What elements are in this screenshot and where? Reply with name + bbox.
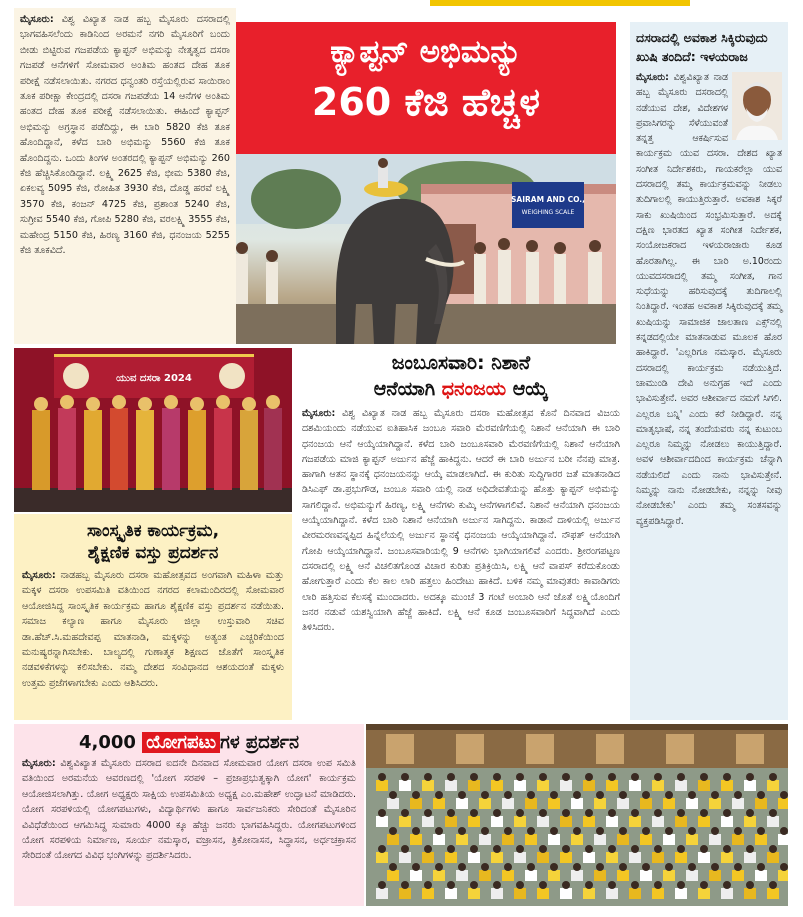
yoga-participant-body: [709, 798, 721, 809]
yoga-participant-body: [525, 798, 537, 809]
yoga-participant-head: [389, 791, 397, 799]
yoga-participant-head: [642, 827, 650, 835]
yoga-participant-body: [376, 780, 388, 791]
yoga-participant-head: [631, 881, 639, 889]
yoga-participant-head: [677, 845, 685, 853]
yoga-participant-head: [378, 845, 386, 853]
yoga-participant-body: [721, 780, 733, 791]
yoga-participant-body: [617, 870, 629, 881]
yoga-participant-body: [571, 798, 583, 809]
yoga-participant-head: [573, 863, 581, 871]
yoga-participant-body: [410, 798, 422, 809]
yoga-participant-head: [665, 827, 673, 835]
yoga-participant-head: [654, 773, 662, 781]
yoga-participant-body: [594, 834, 606, 845]
yoga-participant-head: [435, 791, 443, 799]
yoga-participant-body: [525, 870, 537, 881]
yoga-participant-head: [493, 809, 501, 817]
yoga-participant-head: [700, 881, 708, 889]
yoga-participant-head: [435, 863, 443, 871]
yoga-participant-body: [537, 816, 549, 827]
yoga-participant-head: [642, 791, 650, 799]
yoga-participant-head: [527, 827, 535, 835]
yoga-participant-head: [723, 773, 731, 781]
yoga-participant-head: [562, 881, 570, 889]
yoga-participant-body: [548, 834, 560, 845]
yoga-participant-head: [596, 827, 604, 835]
yoga-participant-body: [537, 852, 549, 863]
yoga-participant-body: [652, 780, 664, 791]
yoga-participant-body: [698, 852, 710, 863]
yoga-participant-head: [780, 827, 788, 835]
yoga-participant-body: [571, 870, 583, 881]
yoga-participant-body: [606, 852, 618, 863]
yoga-participant-body: [744, 780, 756, 791]
yoga-participant-head: [780, 863, 788, 871]
yoga-participant-head: [412, 863, 420, 871]
yoga-participant-body: [640, 870, 652, 881]
yoga-participant-head: [585, 773, 593, 781]
yoga-participant-head: [539, 773, 547, 781]
yoga-participant-body: [744, 888, 756, 899]
yoga-participant-head: [769, 809, 777, 817]
yoga-headline-highlight: ಯೋಗಪಟು: [142, 732, 220, 753]
yoga-participant-body: [537, 888, 549, 899]
yoga-participant-head: [550, 827, 558, 835]
yoga-lead: ಮೈಸೂರು:: [22, 758, 56, 769]
yoga-participant-body: [629, 852, 641, 863]
yoga-participant-body: [548, 798, 560, 809]
yoga-participant-body: [778, 870, 788, 881]
yoga-participant-body: [629, 780, 641, 791]
cultural-lead: ಮೈಸೂರು:: [22, 570, 56, 581]
yoga-participant-head: [746, 809, 754, 817]
yoga-participant-head: [458, 827, 466, 835]
yoga-participant-body: [514, 888, 526, 899]
yoga-participant-body: [709, 870, 721, 881]
yoga-participant-body: [514, 852, 526, 863]
yoga-participant-body: [445, 888, 457, 899]
yoga-participant-head: [470, 773, 478, 781]
yoga-participant-head: [493, 773, 501, 781]
yoga-participant-head: [746, 881, 754, 889]
yoga-participant-head: [447, 773, 455, 781]
yoga-participant-body: [767, 816, 779, 827]
yoga-participant-body: [456, 834, 468, 845]
jamboo-headline-pre: ಆನೆಯಾಗಿ: [373, 378, 442, 400]
yoga-participant-head: [516, 809, 524, 817]
yoga-headline-post: ಗಳ ಪ್ರದರ್ಶನ: [220, 732, 300, 753]
yoga-participant-body: [445, 816, 457, 827]
yoga-participant-body: [491, 780, 503, 791]
yoga-participant-body: [502, 798, 514, 809]
yoga-participant-head: [447, 809, 455, 817]
dance-photo: [14, 348, 292, 512]
yoga-participant-head: [746, 773, 754, 781]
yoga-participant-body: [640, 798, 652, 809]
cultural-headline-line1: ಸಾಂಸ್ಕೃತಿಕ ಕಾರ್ಯಕ್ರಮ,: [86, 521, 220, 541]
yoga-participant-head: [424, 809, 432, 817]
yoga-participant-body: [376, 852, 388, 863]
yoga-participant-body: [652, 816, 664, 827]
yoga-participant-body: [502, 834, 514, 845]
yoga-participant-head: [504, 827, 512, 835]
yoga-participant-body: [675, 816, 687, 827]
top-color-bar: [430, 0, 690, 6]
cultural-text: [22, 568, 284, 691]
yoga-participant-body: [732, 834, 744, 845]
yoga-participant-head: [608, 773, 616, 781]
yoga-participant-head: [665, 863, 673, 871]
yoga-participant-head: [550, 791, 558, 799]
yoga-participant-body: [422, 780, 434, 791]
yoga-participant-head: [723, 809, 731, 817]
yoga-participant-head: [757, 863, 765, 871]
yoga-participant-head: [527, 863, 535, 871]
yoga-participant-body: [686, 798, 698, 809]
yoga-participant-head: [711, 827, 719, 835]
yoga-participant-head: [596, 791, 604, 799]
jamboo-savari-article: [296, 348, 626, 720]
yoga-participant-head: [539, 845, 547, 853]
yoga-participant-head: [723, 845, 731, 853]
yoga-participant-body: [468, 888, 480, 899]
yoga-participant-body: [744, 852, 756, 863]
yoga-participant-head: [642, 863, 650, 871]
yoga-participant-head: [757, 827, 765, 835]
yoga-participant-head: [389, 827, 397, 835]
jamboo-headline-line2: [302, 376, 620, 402]
yoga-participant-body: [502, 870, 514, 881]
yoga-participant-head: [757, 791, 765, 799]
yoga-participant-body: [675, 852, 687, 863]
yoga-participant-head: [424, 845, 432, 853]
yoga-participant-body: [399, 816, 411, 827]
yoga-participant-body: [445, 780, 457, 791]
yoga-participant-body: [652, 888, 664, 899]
yoga-participant-body: [640, 834, 652, 845]
yoga-participant-body: [433, 798, 445, 809]
yoga-participant-body: [445, 852, 457, 863]
yoga-participant-head: [401, 881, 409, 889]
yoga-participant-body: [376, 816, 388, 827]
yoga-participant-body: [629, 816, 641, 827]
yoga-participant-body: [583, 780, 595, 791]
yoga-participant-head: [470, 809, 478, 817]
yoga-participant-head: [504, 863, 512, 871]
yoga-participant-head: [481, 863, 489, 871]
yoga-participant-body: [675, 888, 687, 899]
yoga-body: ವಿಶ್ವವಿಖ್ಯಾತ ಮೈಸೂರು ದಸರಾದ ಐದನೇ ದಿನವಾದ ಸೋಮವಾರ ಯೋಗ ದಸರಾ ಉಪ ಸಮಿತಿ ವತಿಯಿಂದ ಅರಮನೆಯ ಆವರಣದಲ್ಲಿ 'ಯೋಗ ಸರಪಳಿ – ಪ್ರಜಾಪ್ರಭುತ್ವಕ್ಕಾಗಿ ಯೋಗ' ಕಾರ್ಯಕ್ರಮ ಆಯೋಜಿಸಲಾಗಿತ್ತು. ಯೋಗ ಅಧ್ಯಕ್ಷರು ಸಾಕ್ಷಿಯ ಉಪಸಮಿತಿಯ ಅಧ್ಯಕ್ಷ ಎಂ.ಮಹೇಶ್ ಉದ್ಘಾಟನೆ ಮಾಡಿದರು. ಯೋಗ ಸರಪಳಿಯಲ್ಲಿ ಯೋಗಪಟುಗಳು, ವಿದ್ಯಾರ್ಥಿಗಳು ಹಾಗೂ ಸಾರ್ವಜನಿಕರು ಸೇರಿದಂತೆ ಮೈಸೂರಿನ ವಿವಿಧೆಡೆಯಿಂದ ಆಗಮಿಸಿದ್ದ ಸುಮಾರು 4000 ಕ್ಕೂ ಹೆಚ್ಚು ಜನರು ಭಾಗವಹಿಸಿದ್ದರು. ಯೋಗಪಟುಗಳಿಂದ ಯೋಗ ಸರಪಳಿಯ ನಿರ್ಮಾಣ, ಸೂರ್ಯ ನಮಸ್ಕಾರ, ವಜ್ರಾಸನ, ತ್ರಿಕೋನಾಸನ, ಸಿದ್ಧಾಸನ, ಅರ್ಧಚಕ್ರಾಸನ ಸೇರಿದಂತೆ ಯೋಗದ ವಿವಿಧ ಭಂಗಿಗಳನ್ನು ಪ್ರದರ್ಶಿಸಿದರು.: [22, 758, 356, 862]
yoga-participant-head: [401, 809, 409, 817]
yoga-participant-head: [562, 773, 570, 781]
yoga-participant-head: [665, 791, 673, 799]
yoga-participant-body: [629, 888, 641, 899]
dance-banner-text: ಯುವ ದಸರಾ 2024: [116, 373, 192, 384]
yoga-participant-body: [698, 816, 710, 827]
yoga-participant-body: [433, 834, 445, 845]
yoga-article: [14, 724, 364, 906]
cultural-body: ನಾಡಹಬ್ಬ ಮೈಸೂರು ದಸರಾ ಮಹೋತ್ಸವದ ಅಂಗವಾಗಿ ಮಹಿಳಾ ಮತ್ತು ಮಕ್ಕಳ ದಸರಾ ಉಪಸಮಿತಿ ವತಿಯಿಂದ ನಗರದ ಕಲಾಮಂದಿರದಲ್ಲಿ ಸೋಮವಾರ ಆಯೋಜಿಸಿದ್ದ ಸಾಂಸ್ಕೃತಿಕ ಕಾರ್ಯಕ್ರಮ ಹಾಗೂ ಶೈಕ್ಷಣಿಕ ವಸ್ತು ಪ್ರದರ್ಶನ ನಡೆಯಿತು. ಸಮಾಜ ಕಲ್ಯಾಣ ಹಾಗೂ ಮೈಸೂರು ಜಿಲ್ಲಾ ಉಸ್ತುವಾರಿ ಸಚಿವ ಡಾ.ಹೆಚ್.ಸಿ.ಮಹದೇವಪ್ಪ ಮಾತನಾಡಿ, ಮಕ್ಕಳನ್ನು ಅತ್ಯಂತ ಎಚ್ಚರಿಕೆಯಿಂದ ಮನುಷ್ಯರನ್ನಾಗಿಸಬೇಕು. ಬಾಲ್ಯದಲ್ಲಿ ಗುಣಾತ್ಮಕ ಶಿಕ್ಷಣದ ಜೊತೆಗೆ ಸಾಂಸ್ಕೃತಿಕ ನಡವಳಿಕೆಗಳನ್ನು ಕಲಿಸಬೇಕು. ನಮ್ಮ ದೇಶದ ಸಂವಿಧಾನದ ಆಶಯದಂತೆ ಮಕ್ಕಳು ಉತ್ತಮ ಪ್ರಜೆಗಳಾಗಬೇಕು ಎಂದು ಆಶಿಸಿದರು.: [22, 570, 284, 689]
yoga-participant-head: [654, 809, 662, 817]
yoga-participant-head: [401, 845, 409, 853]
scale-sign-line2: WEIGHING SCALE: [521, 209, 575, 216]
yoga-participant-body: [376, 888, 388, 899]
yoga-participant-body: [399, 888, 411, 899]
ilaiyaraaja-body: ವಿಶ್ವವಿಖ್ಯಾತ ನಾಡ ಹಬ್ಬ ಮೈಸೂರು ದಸರಾದಲ್ಲಿ ನಡೆಯುವ ದೇಶ, ವಿದೇಶಗಳ ಪ್ರವಾಸಿಗರನ್ನು ಸೆಳೆಯುವಂತೆ ತನ್ನತ್ತ ಆಕರ್ಷಿಸುವ ಕಾರ್ಯಕ್ರಮ ಯುವ ದಸರಾ. ದೇಶದ ಖ್ಯಾತ ಸಂಗೀತ ನಿರ್ದೇಶಕರು, ಗಾಯಕರೆಲ್ಲಾ ಯುವ ದಸರಾದಲ್ಲಿ ತಮ್ಮ ಕಾರ್ಯಕ್ರಮವನ್ನು ನೀಡಲು ತುದಿಗಾಲಲ್ಲಿ ಕಾಯುತ್ತಿರುತ್ತಾರೆ. ಅವಕಾಶ ಸಿಕ್ಕರೆ ಸಾಕು ಖುಷಿಯಿಂದ ಸಂಭ್ರಮಿಸುತ್ತಾರೆ. ಅದಕ್ಕೆ ದಕ್ಷಿಣ ಭಾರತದ ಖ್ಯಾತ ಸಂಗೀತ ನಿರ್ದೇಶಕ, ಸಂಯೋಜಕರಾದ ಇಳಯರಾಜಾರು ಕೂಡ ಹೊರತಾಗಿಲ್ಲ. ಈ ಬಾರಿ ಅ.10ರಂದು ಯುವದಸರಾದಲ್ಲಿ ತಮ್ಮ ಸಂಗೀತ, ಗಾನ ಸುಧೆಯನ್ನು ಹರಿಸುವುದಕ್ಕೆ ತುದಿಗಾಲಲ್ಲಿ ನಿಂತಿದ್ದಾರೆ. ಇಂತಹ ಅವಕಾಶ ಸಿಕ್ಕಿರುವುದಕ್ಕೆ ತಮ್ಮ ಖುಷಿಯನ್ನು ಸಾಮಾಜಿಕ ಜಾಲತಾಣ ಎಕ್ಸ್‌ನಲ್ಲಿ ಕನ್ನಡದಲ್ಲಿಯೇ ಮಾತನಾಡುವ ಮೂಲಕ ಹೊರ ಹಾಕಿದ್ದಾರೆ. 'ಎಲ್ಲರಿಗೂ ನಮಸ್ಕಾರ. ಮೈಸೂರು ದಸರಾದಲ್ಲಿ ಕಾರ್ಯಕ್ರಮ ನಡೆಯುತ್ತಿದೆ. ಚಾಮುಂಡಿ ದೇವಿ ಅನುಗ್ರಹ ಇದೆ ಎಂದು ಭಾವಿಸುತ್ತೇನೆ. ಅವರ ಆಶೀರ್ವಾದ ನಮಗೆ ಸಿಗಲಿ. ಎಲ್ಲರೂ ಬನ್ನಿ' ಎಂದು ಕರೆ ನೀಡಿದ್ದಾರೆ. ನನ್ನ ಮಾತೃಭಾಷೆ, ನನ್ನ ತಂದೆಯವರು ನನ್ನ ಕುಟುಂಬ ಎಲ್ಲರೂ ನಿಮ್ಮನ್ನು ನೋಡಲು ಕಾಯುತ್ತಿದ್ದಾರೆ. ಅವಳ ಆಶೀರ್ವಾದದಿಂದ ಕಾರ್ಯಕ್ರಮ ಚೆನ್ನಾಗಿ ನಡೆಯಲಿದೆ ಎಂದು ನಾನು ಭಾವಿಸುತ್ತೇನೆ. ನಿಮ್ಮನ್ನು ನಾನು ನೋಡಬೇಕು, ನನ್ನನ್ನು ನೀವು ನೋಡಬೇಕು' ಎಂದು ತಮ್ಮ ಸಂತಸವನ್ನು ವ್ಯಕ್ತಪಡಿಸಿದ್ದಾರೆ.: [636, 72, 782, 527]
yoga-participant-head: [424, 881, 432, 889]
yoga-participant-head: [711, 791, 719, 799]
yoga-participant-body: [606, 888, 618, 899]
yoga-participant-body: [491, 852, 503, 863]
yoga-headline-pre: 4,000: [78, 732, 143, 753]
yoga-participant-body: [410, 870, 422, 881]
yoga-participant-body: [433, 870, 445, 881]
yoga-participant-body: [709, 834, 721, 845]
yoga-participant-body: [675, 780, 687, 791]
yoga-participant-body: [410, 834, 422, 845]
yoga-participant-body: [755, 870, 767, 881]
yoga-participant-body: [422, 816, 434, 827]
yoga-participant-body: [548, 870, 560, 881]
yoga-participant-head: [654, 881, 662, 889]
yoga-participant-head: [539, 881, 547, 889]
yoga-participant-head: [481, 827, 489, 835]
yoga-participant-head: [470, 881, 478, 889]
yoga-participant-body: [686, 834, 698, 845]
yoga-participant-head: [435, 827, 443, 835]
yoga-participant-head: [619, 827, 627, 835]
yoga-participant-head: [608, 845, 616, 853]
yoga-participant-body: [778, 834, 788, 845]
yoga-participant-head: [585, 845, 593, 853]
yoga-participant-body: [560, 888, 572, 899]
yoga-participant-head: [470, 845, 478, 853]
yoga-participant-body: [387, 870, 399, 881]
yoga-participant-body: [778, 798, 788, 809]
yoga-participant-head: [516, 881, 524, 889]
main-headline: [236, 22, 616, 154]
ilaiyaraaja-lead: ಮೈಸೂರು:: [636, 72, 669, 83]
yoga-participant-body: [560, 780, 572, 791]
jamboo-text: [302, 406, 620, 635]
yoga-participant-body: [387, 798, 399, 809]
yoga-participant-head: [619, 791, 627, 799]
yoga-participant-head: [769, 881, 777, 889]
yoga-participant-head: [481, 791, 489, 799]
yoga-participant-head: [631, 773, 639, 781]
yoga-photo: [366, 724, 788, 906]
yoga-participant-head: [401, 773, 409, 781]
yoga-participant-body: [422, 852, 434, 863]
yoga-participant-head: [424, 773, 432, 781]
yoga-participant-head: [516, 845, 524, 853]
yoga-participant-body: [399, 852, 411, 863]
scale-sign-line1: SAIRAM AND CO.,: [511, 195, 585, 204]
yoga-participant-body: [721, 888, 733, 899]
yoga-participant-head: [493, 881, 501, 889]
yoga-participant-head: [412, 791, 420, 799]
yoga-participant-body: [571, 834, 583, 845]
jamboo-lead: ಮೈಸೂರು:: [302, 408, 336, 419]
yoga-participant-head: [711, 863, 719, 871]
yoga-participant-head: [677, 881, 685, 889]
yoga-participant-head: [527, 791, 535, 799]
yoga-participant-body: [767, 780, 779, 791]
elephant-photo: [236, 154, 616, 344]
yoga-participant-body: [468, 816, 480, 827]
yoga-participant-body: [698, 780, 710, 791]
yoga-participant-head: [746, 845, 754, 853]
yoga-participant-head: [700, 773, 708, 781]
main-headline-line2: 260 ಕೆಜಿ ಹೆಚ್ಚಳ: [311, 80, 541, 124]
yoga-participant-body: [686, 870, 698, 881]
yoga-participant-head: [378, 881, 386, 889]
yoga-participant-head: [780, 791, 788, 799]
yoga-participant-body: [583, 852, 595, 863]
yoga-participant-head: [458, 863, 466, 871]
yoga-participant-body: [387, 834, 399, 845]
yoga-participant-head: [562, 809, 570, 817]
yoga-participant-head: [654, 845, 662, 853]
yoga-participant-body: [617, 834, 629, 845]
yoga-participant-head: [631, 809, 639, 817]
yoga-participant-head: [573, 791, 581, 799]
yoga-participant-body: [468, 852, 480, 863]
yoga-participant-head: [585, 809, 593, 817]
weight-article-lead: ಮೈಸೂರು:: [20, 14, 54, 25]
yoga-participant-head: [688, 863, 696, 871]
yoga-participant-head: [677, 809, 685, 817]
yoga-participant-head: [493, 845, 501, 853]
yoga-participant-body: [755, 798, 767, 809]
yoga-participant-head: [608, 881, 616, 889]
yoga-participant-body: [606, 816, 618, 827]
yoga-participant-body: [698, 888, 710, 899]
weight-article: [14, 8, 236, 344]
jamboo-headline-red: ಧನಂಜಯ: [441, 378, 507, 400]
main-headline-line1: ಕ್ಯಾಪ್ಟನ್ ಅಭಿಮನ್ಯು: [330, 34, 522, 70]
yoga-participant-body: [767, 852, 779, 863]
yoga-participant-head: [700, 809, 708, 817]
yoga-participant-body: [721, 852, 733, 863]
yoga-participant-head: [378, 773, 386, 781]
yoga-participant-body: [399, 780, 411, 791]
yoga-participant-body: [456, 798, 468, 809]
yoga-participant-body: [422, 888, 434, 899]
yoga-participant-head: [389, 863, 397, 871]
jamboo-headline: [302, 348, 620, 402]
yoga-participant-body: [663, 798, 675, 809]
yoga-text: [22, 756, 356, 864]
yoga-participant-body: [479, 834, 491, 845]
yoga-participant-head: [688, 791, 696, 799]
yoga-participant-head: [504, 791, 512, 799]
yoga-participant-head: [700, 845, 708, 853]
ilaiyaraaja-portrait: [732, 72, 782, 140]
jamboo-headline-post: ಆಯ್ಕೆ: [506, 378, 549, 400]
yoga-participant-body: [663, 870, 675, 881]
yoga-participant-body: [755, 834, 767, 845]
yoga-participant-body: [491, 816, 503, 827]
yoga-participant-head: [631, 845, 639, 853]
yoga-participant-body: [479, 870, 491, 881]
weight-article-body: ವಿಶ್ವ ವಿಖ್ಯಾತ ನಾಡ ಹಬ್ಬ ಮೈಸೂರು ದಸರಾದಲ್ಲಿ ಭಾಗವಹಿಸಲೆಂದು ಕಾಡಿನಿಂದ ಅರಮನೆ ನಗರಿ ಮೈಸೂರಿಗೆ ಬಂದು ಬೀಡು ಬಿಟ್ಟಿರುವ ಗಜಪಡೆಯ ಕ್ಯಾಪ್ಟನ್ ಅಭಿಮನ್ಯು ನೇತೃತ್ವದ ದಸರಾ ಗಜಪಡೆ ಆನೆಗಳಿಗೆ ಸೋಮವಾರ ಅಂತಿಮ ಹಂತದ ದೇಹ ತೂಕ ಪರೀಕ್ಷೆ ನಡೆಸಲಾಯಿತು. ನಗರದ ಧನ್ವಂತರಿ ರಸ್ತೆಯಲ್ಲಿರುವ ಸಾಯಿರಾಂ ತೂಕ ಪರೀಕ್ಷಾ ಕೇಂದ್ರದಲ್ಲಿ ದಸರಾ ಗಜಪಡೆಯ 14 ಆನೆಗಳ ಅಂತಿಮ ಹಂತದ ದೇಹ ತೂಕ ಪರೀಕ್ಷೆ ನಡೆಸಲಾಯಿತು. ಈಹಿಂದೆ ಕ್ಯಾಪ್ಟನ್ ಅಭಿಮನ್ಯು ಅಗ್ರಸ್ಥಾನ ಪಡೆದಿದ್ದು, ಈ ಬಾರಿ 5820 ಕೆಜಿ ತೂಕ ಹೊಂದಿದ್ದಾನೆ, ಕಳೆದ ಬಾರಿ ಅಭಿಮನ್ಯು 5560 ಕೆಜಿ ತೂಕ ಹೊಂದಿದ್ದನು. ಒಂದು ತಿಂಗಳ ಅಂತರದಲ್ಲಿ ಕ್ಯಾಪ್ಟನ್ ಅಭಿಮನ್ಯು 260 ಕೆಜಿ ಹೆಚ್ಚಿಸಿಕೊಂಡಿದ್ದಾನೆ. ಲಕ್ಷ್ಮಿ 2625 ಕೆಜಿ, ಭೀಮ 5380 ಕೆಜಿ, ಏಕಲವ್ಯ 5095 ಕೆಜಿ, ರೋಹಿತ 3930 ಕೆಜಿ, ದೊಡ್ಡ ಹರವೆ ಲಕ್ಷ್ಮಿ 3570 ಕೆಜಿ, ಕಂಜನ್ 4725 ಕೆಜಿ, ಪ್ರಶಾಂತ 5240 ಕೆಜಿ, ಸುಗ್ರೀವ 5540 ಕೆಜಿ, ಗೋಪಿ 5280 ಕೆಜಿ, ವರಲಕ್ಷ್ಮಿ 3555 ಕೆಜಿ, ಮಹೇಂದ್ರ 5150 ಕೆಜಿ, ಹಿರಣ್ಯ 3160 ಕೆಜಿ, ಧನಂಜಯ 5255 ಕೆಜಿ ತೂಕವಿದೆ.: [20, 14, 230, 257]
yoga-participant-head: [734, 791, 742, 799]
yoga-participant-head: [688, 827, 696, 835]
yoga-participant-head: [769, 773, 777, 781]
ilaiyaraaja-article: [630, 22, 788, 720]
yoga-participant-body: [560, 816, 572, 827]
yoga-participant-head: [608, 809, 616, 817]
ilaiyaraaja-headline: ದಸರಾದಲ್ಲಿ ಅವಕಾಶ ಸಿಕ್ಕಿರುವುದು ಖುಷಿ ತಂದಿದೆ: ಇಳಯರಾಜ: [636, 30, 768, 64]
yoga-participant-body: [663, 834, 675, 845]
yoga-participant-body: [525, 834, 537, 845]
yoga-participant-head: [585, 881, 593, 889]
jamboo-body: ವಿಶ್ವ ವಿಖ್ಯಾತ ನಾಡ ಹಬ್ಬ ಮೈಸೂರು ದಸರಾ ಮಹೋತ್ಸವ ಕೊನೆ ದಿನವಾದ ವಿಜಯ ದಶಮಿಯಂದು ನಡೆಯುವ ಐತಿಹಾಸಿಕ ಜಂಬೂ ಸವಾರಿ ಮೆರವಣಿಗೆಯಲ್ಲಿ ನಿಶಾನೆ ಆನೆಯಾಗಿ ಈ ಬಾರಿ ಧನಂಜಯ ಆನೆ ಆಯ್ಕೆಯಾಗಿದ್ದಾನೆ. ಕಳೆದ ಬಾರಿ ಜಂಬೂಸವಾರಿ ಮೆರವಣಿಗೆಯಲ್ಲಿ ನಿಶಾನೆ ಆನೆಯಾಗಿ ಗಜಪಡೆಯ ಮಾಜಿ ಕ್ಯಾಪ್ಟನ್ ಅರ್ಜುನ ಹೆಜ್ಜೆ ಹಾಕಿದ್ದನು. ಆದರೆ ಈ ಬಾರಿ ಅರ್ಜುನ ಬರೀ ನೆನಪು ಮಾತ್ರ. ಹಾಗಾಗಿ ಆತನ ಸ್ಥಾನಕ್ಕೆ ಧನಂಜಯನನ್ನು ಆಯ್ಕೆ ಮಾಡಲಾಗಿದೆ. ಈ ಕುರಿತು ಸುದ್ದಿಗಾರರ ಜತೆ ಮಾತನಾಡಿದ ಡಿಸಿಎಫ್ ಡಾ.ಪ್ರಭುಗೌಡ, ಜಂಬೂ ಸವಾರಿ ಯಲ್ಲಿ ನಾಡ ಅಧಿದೇವತೆಯನ್ನು ಹೊತ್ತು ಕ್ಯಾಪ್ಟನ್ ಅಭಿಮನ್ಯು ಸಾಗಲಿದ್ದಾನೆ. ಅಭಿಮನ್ಯುಗೆ ಹಿರಣ್ಯ, ಲಕ್ಷ್ಮಿ ಆನೆಗಳು ಕುಮ್ಕಿ ಆನೆಗಳಾಗಲಿವೆ. ನಿಶಾನೆ ಆನೆಯಾಗಿ ಧನಂಜಯ ಆಯ್ಕೆಯಾಗಿದ್ದಾನೆ. ಕಳೆದ ಬಾರಿ ನಿಶಾನೆ ಆನೆಯಾಗಿ ಅರ್ಜುನ ಸಾಗಿದ್ದನು. ಕಾಡಾನೆ ದಾಳಿಯಲ್ಲಿ ಅರ್ಜುನ ವೀರಮರಣವನ್ನಪ್ಪಿದ ಹಿನ್ನೆಲೆಯಲ್ಲಿ ಅರ್ಜುನ ಸ್ಥಾನಕ್ಕೆ ಧನಂಜಯ ಆಯ್ಕೆಯಾಗಿದ್ದಾನೆ. ನೌಫತ್ ಆನೆಯಾಗಿ ಗೋಪಿ ಆಯ್ಕೆಯಾಗಿದ್ದಾನೆ. ಜಂಬೂಸವಾರಿಯಲ್ಲಿ 9 ಆನೆಗಳು ಭಾಗಿಯಾಗಲಿವೆ ಎಂದರು. ಶ್ರೀರಂಗಪಟ್ಟಣ ದಸರಾದಲ್ಲಿ ಲಕ್ಷ್ಮಿ ಆನೆ ವಿಚಲಿತಗೊಂಡ ವಿಚಾರ ಕುರಿತು ಪ್ರತಿಕ್ರಿಯಿಸಿ, ಲಕ್ಷ್ಮಿ ಆನೆ ವಾಪಸ್ ಕರೆದುಕೊಂಡು ಹೋಗುತ್ತಾರೆ ಎಂದು ಕೆಲ ಕಾಲ ಲಾರಿ ಹತ್ತಲು ಹಿಂದೇಟು ಹಾಕಿದೆ. ಬಳಿಕ ನಮ್ಮ ಮಾವುತರು ಕಾವಾಡಿಗರು ಲಾರಿ ಹತ್ತಿಸುವ ಕೆಲಸಕ್ಕೆ ಮುಂದಾದರು. ಅದಕ್ಕೂ ಮುಂಚೆ 3 ಗಂಟೆ ಅಂಬಾರಿ ಆನೆ ಜೊತೆ ಲಕ್ಷ್ಮಿಯೊಂದಿಗೆ ಜನರ ನಡುವೆ ಯಶಸ್ವಿಯಾಗಿ ಹೆಜ್ಜೆ ಹಾಕಿದೆ. ಲಕ್ಷ್ಮಿ ಆನೆ ಕೂಡ ಜಂಬೂಸವಾರಿಗೆ ಸಿದ್ದವಾಗಿದೆ ಎಂದು ತಿಳಿಸಿದರು.: [302, 408, 620, 634]
yoga-participant-body: [652, 852, 664, 863]
yoga-participant-body: [721, 816, 733, 827]
yoga-participant-body: [583, 888, 595, 899]
yoga-participant-body: [732, 870, 744, 881]
yoga-participant-body: [606, 780, 618, 791]
yoga-participant-body: [744, 816, 756, 827]
yoga-participant-body: [560, 852, 572, 863]
weight-article-text: [20, 12, 230, 259]
yoga-participant-body: [479, 798, 491, 809]
yoga-participant-body: [537, 780, 549, 791]
yoga-participant-head: [458, 791, 466, 799]
yoga-participant-head: [539, 809, 547, 817]
cultural-headline-line2: ಶೈಕ್ಷಣಿಕ ವಸ್ತು ಪ್ರದರ್ಶನ: [87, 543, 219, 563]
yoga-participant-body: [491, 888, 503, 899]
yoga-participant-head: [723, 881, 731, 889]
yoga-participant-body: [767, 888, 779, 899]
yoga-participant-body: [732, 798, 744, 809]
yoga-participant-head: [619, 863, 627, 871]
yoga-participant-head: [447, 881, 455, 889]
yoga-participant-head: [734, 863, 742, 871]
yoga-participant-body: [468, 780, 480, 791]
yoga-participant-head: [516, 773, 524, 781]
yoga-participant-head: [447, 845, 455, 853]
yoga-participant-body: [456, 870, 468, 881]
yoga-participant-head: [562, 845, 570, 853]
cultural-headline: [22, 520, 284, 564]
yoga-participant-body: [594, 870, 606, 881]
yoga-participant-head: [573, 827, 581, 835]
cultural-article: [14, 514, 292, 720]
yoga-participant-head: [412, 827, 420, 835]
yoga-participant-body: [617, 798, 629, 809]
yoga-participant-body: [514, 816, 526, 827]
yoga-participant-head: [734, 827, 742, 835]
jamboo-headline-line1: ಜಂಬೂಸವಾರಿ: ನಿಶಾನೆ: [391, 352, 531, 374]
yoga-headline: [22, 730, 356, 756]
yoga-participant-head: [769, 845, 777, 853]
yoga-participant-head: [378, 809, 386, 817]
yoga-participant-head: [596, 863, 604, 871]
yoga-participant-body: [583, 816, 595, 827]
yoga-participant-body: [594, 798, 606, 809]
yoga-participant-body: [514, 780, 526, 791]
yoga-participant-head: [550, 863, 558, 871]
yoga-participant-head: [677, 773, 685, 781]
